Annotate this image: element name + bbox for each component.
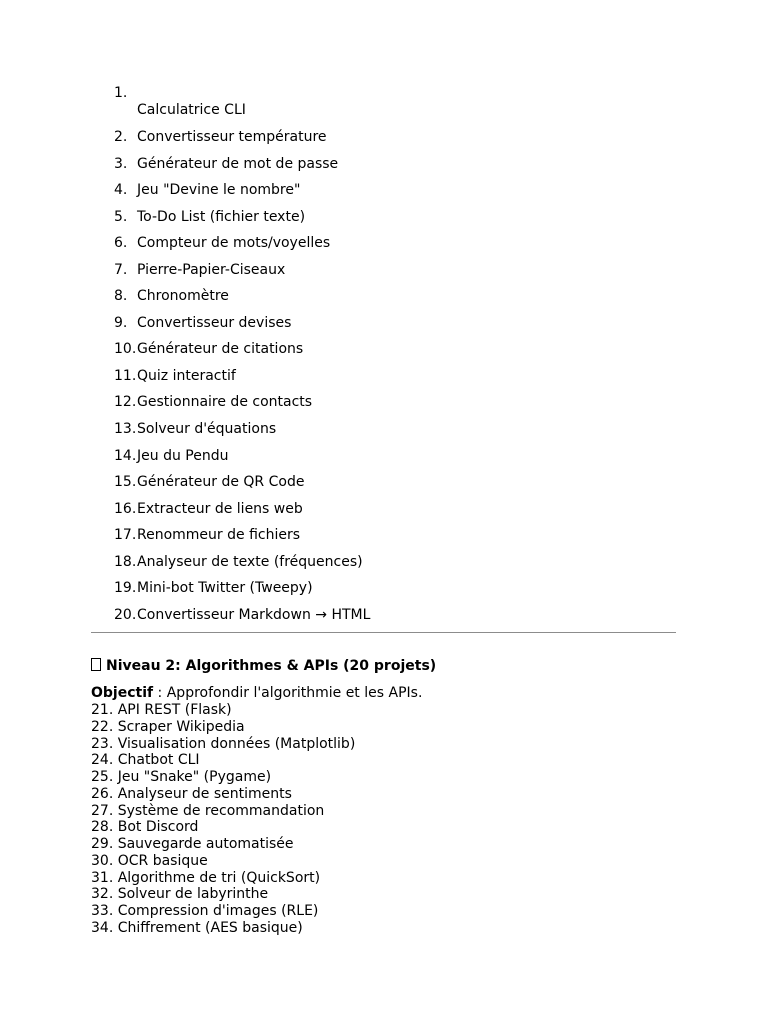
list-item: 23. Visualisation données (Matplotlib) — [91, 735, 356, 752]
list-item — [114, 554, 674, 581]
item-number: 5. — [114, 208, 128, 225]
item-label: Solveur d'équations — [137, 421, 277, 438]
item-number: 17. — [114, 527, 137, 544]
level1-project-list — [114, 85, 674, 633]
item-number: 18. — [114, 553, 137, 570]
item-label: Jeu "Devine le nombre" — [137, 182, 301, 199]
horizontal-rule — [91, 632, 676, 633]
item-number: 10. — [114, 341, 137, 358]
list-item — [114, 368, 674, 395]
item-number: 2. — [114, 129, 128, 145]
list-item: 21. API REST (Flask) — [91, 702, 232, 718]
item-label: Générateur de QR Code — [137, 474, 305, 491]
item-label: Extracteur de liens web — [137, 500, 303, 517]
item-number: 3. — [114, 155, 128, 172]
item-number: 1. — [114, 85, 128, 101]
list-item: 28. Bot Discord — [91, 819, 199, 836]
list-item: 32. Solveur de labyrinthe — [91, 886, 269, 903]
item-label: Compteur de mots/voyelles — [137, 235, 331, 252]
list-item — [114, 607, 674, 634]
list-item — [114, 262, 674, 289]
item-label: Générateur de citations — [137, 341, 304, 358]
item-number: 12. — [114, 394, 137, 411]
list-item — [114, 156, 674, 183]
item-label: Gestionnaire de contacts — [137, 394, 313, 411]
list-item — [114, 129, 674, 156]
item-label: Convertisseur devises — [137, 314, 292, 331]
section-heading — [91, 658, 436, 675]
item-label: Pierre-Papier-Ciseaux — [137, 261, 286, 278]
list-item: 26. Analyseur de sentiments — [91, 785, 292, 802]
list-item: 31. Algorithme de tri (QuickSort) — [91, 869, 321, 886]
list-item — [114, 85, 674, 129]
list-item — [114, 182, 674, 209]
list-item: 27. Système de recommandation — [91, 802, 325, 819]
item-number: 8. — [114, 288, 128, 305]
list-item: 30. OCR basique — [91, 852, 208, 869]
list-item — [114, 235, 674, 262]
item-label: Jeu du Pendu — [137, 447, 229, 464]
list-item — [114, 580, 674, 607]
item-number: 19. — [114, 580, 137, 597]
list-item — [114, 209, 674, 236]
list-item: 34. Chiffrement (AES basique) — [91, 919, 303, 936]
item-number: 7. — [114, 261, 128, 278]
objective-line — [91, 685, 422, 702]
item-label: Mini-bot Twitter (Tweepy) — [137, 580, 313, 597]
list-item — [114, 315, 674, 342]
item-label: Chronomètre — [137, 288, 229, 305]
list-item — [114, 474, 674, 501]
list-item — [114, 394, 674, 421]
objective-label: Objectif — [91, 685, 154, 701]
item-label: Renommeur de fichiers — [137, 527, 301, 544]
list-item — [114, 341, 674, 368]
item-number: 6. — [114, 235, 128, 252]
level2-project-list — [91, 702, 355, 937]
list-item: 24. Chatbot CLI — [91, 752, 200, 769]
list-item — [114, 448, 674, 475]
list-item — [114, 501, 674, 528]
item-number: 14. — [114, 447, 137, 464]
item-label: To-Do List (fichier texte) — [137, 208, 306, 225]
item-number: 13. — [114, 421, 137, 438]
item-label: Générateur de mot de passe — [137, 155, 339, 172]
list-item — [114, 288, 674, 315]
item-number: 15. — [114, 474, 137, 491]
item-number: 4. — [114, 182, 128, 199]
item-label: Analyseur de texte (fréquences) — [137, 553, 363, 570]
item-number: 20. — [114, 606, 137, 623]
item-number: 9. — [114, 314, 128, 331]
objective-text: : Approfondir l'algorithmie et les APIs. — [153, 685, 423, 701]
list-item — [114, 527, 674, 554]
section-heading-text: Niveau 2: Algorithmes & APIs (20 projets) — [106, 658, 437, 674]
item-label: Convertisseur Markdown → HTML — [137, 606, 371, 623]
list-item: 33. Compression d'images (RLE) — [91, 903, 319, 919]
list-item — [114, 421, 674, 448]
item-number: 16. — [114, 500, 137, 517]
list-item: 29. Sauvegarde automatisée — [91, 836, 294, 852]
item-label: Calculatrice CLI — [137, 102, 246, 118]
missing-glyph-icon — [91, 658, 101, 671]
item-label: Convertisseur température — [137, 129, 327, 145]
list-item: 25. Jeu "Snake" (Pygame) — [91, 769, 272, 785]
list-item: 22. Scraper Wikipedia — [91, 718, 245, 735]
item-label: Quiz interactif — [137, 367, 236, 384]
item-number: 11. — [114, 367, 137, 384]
